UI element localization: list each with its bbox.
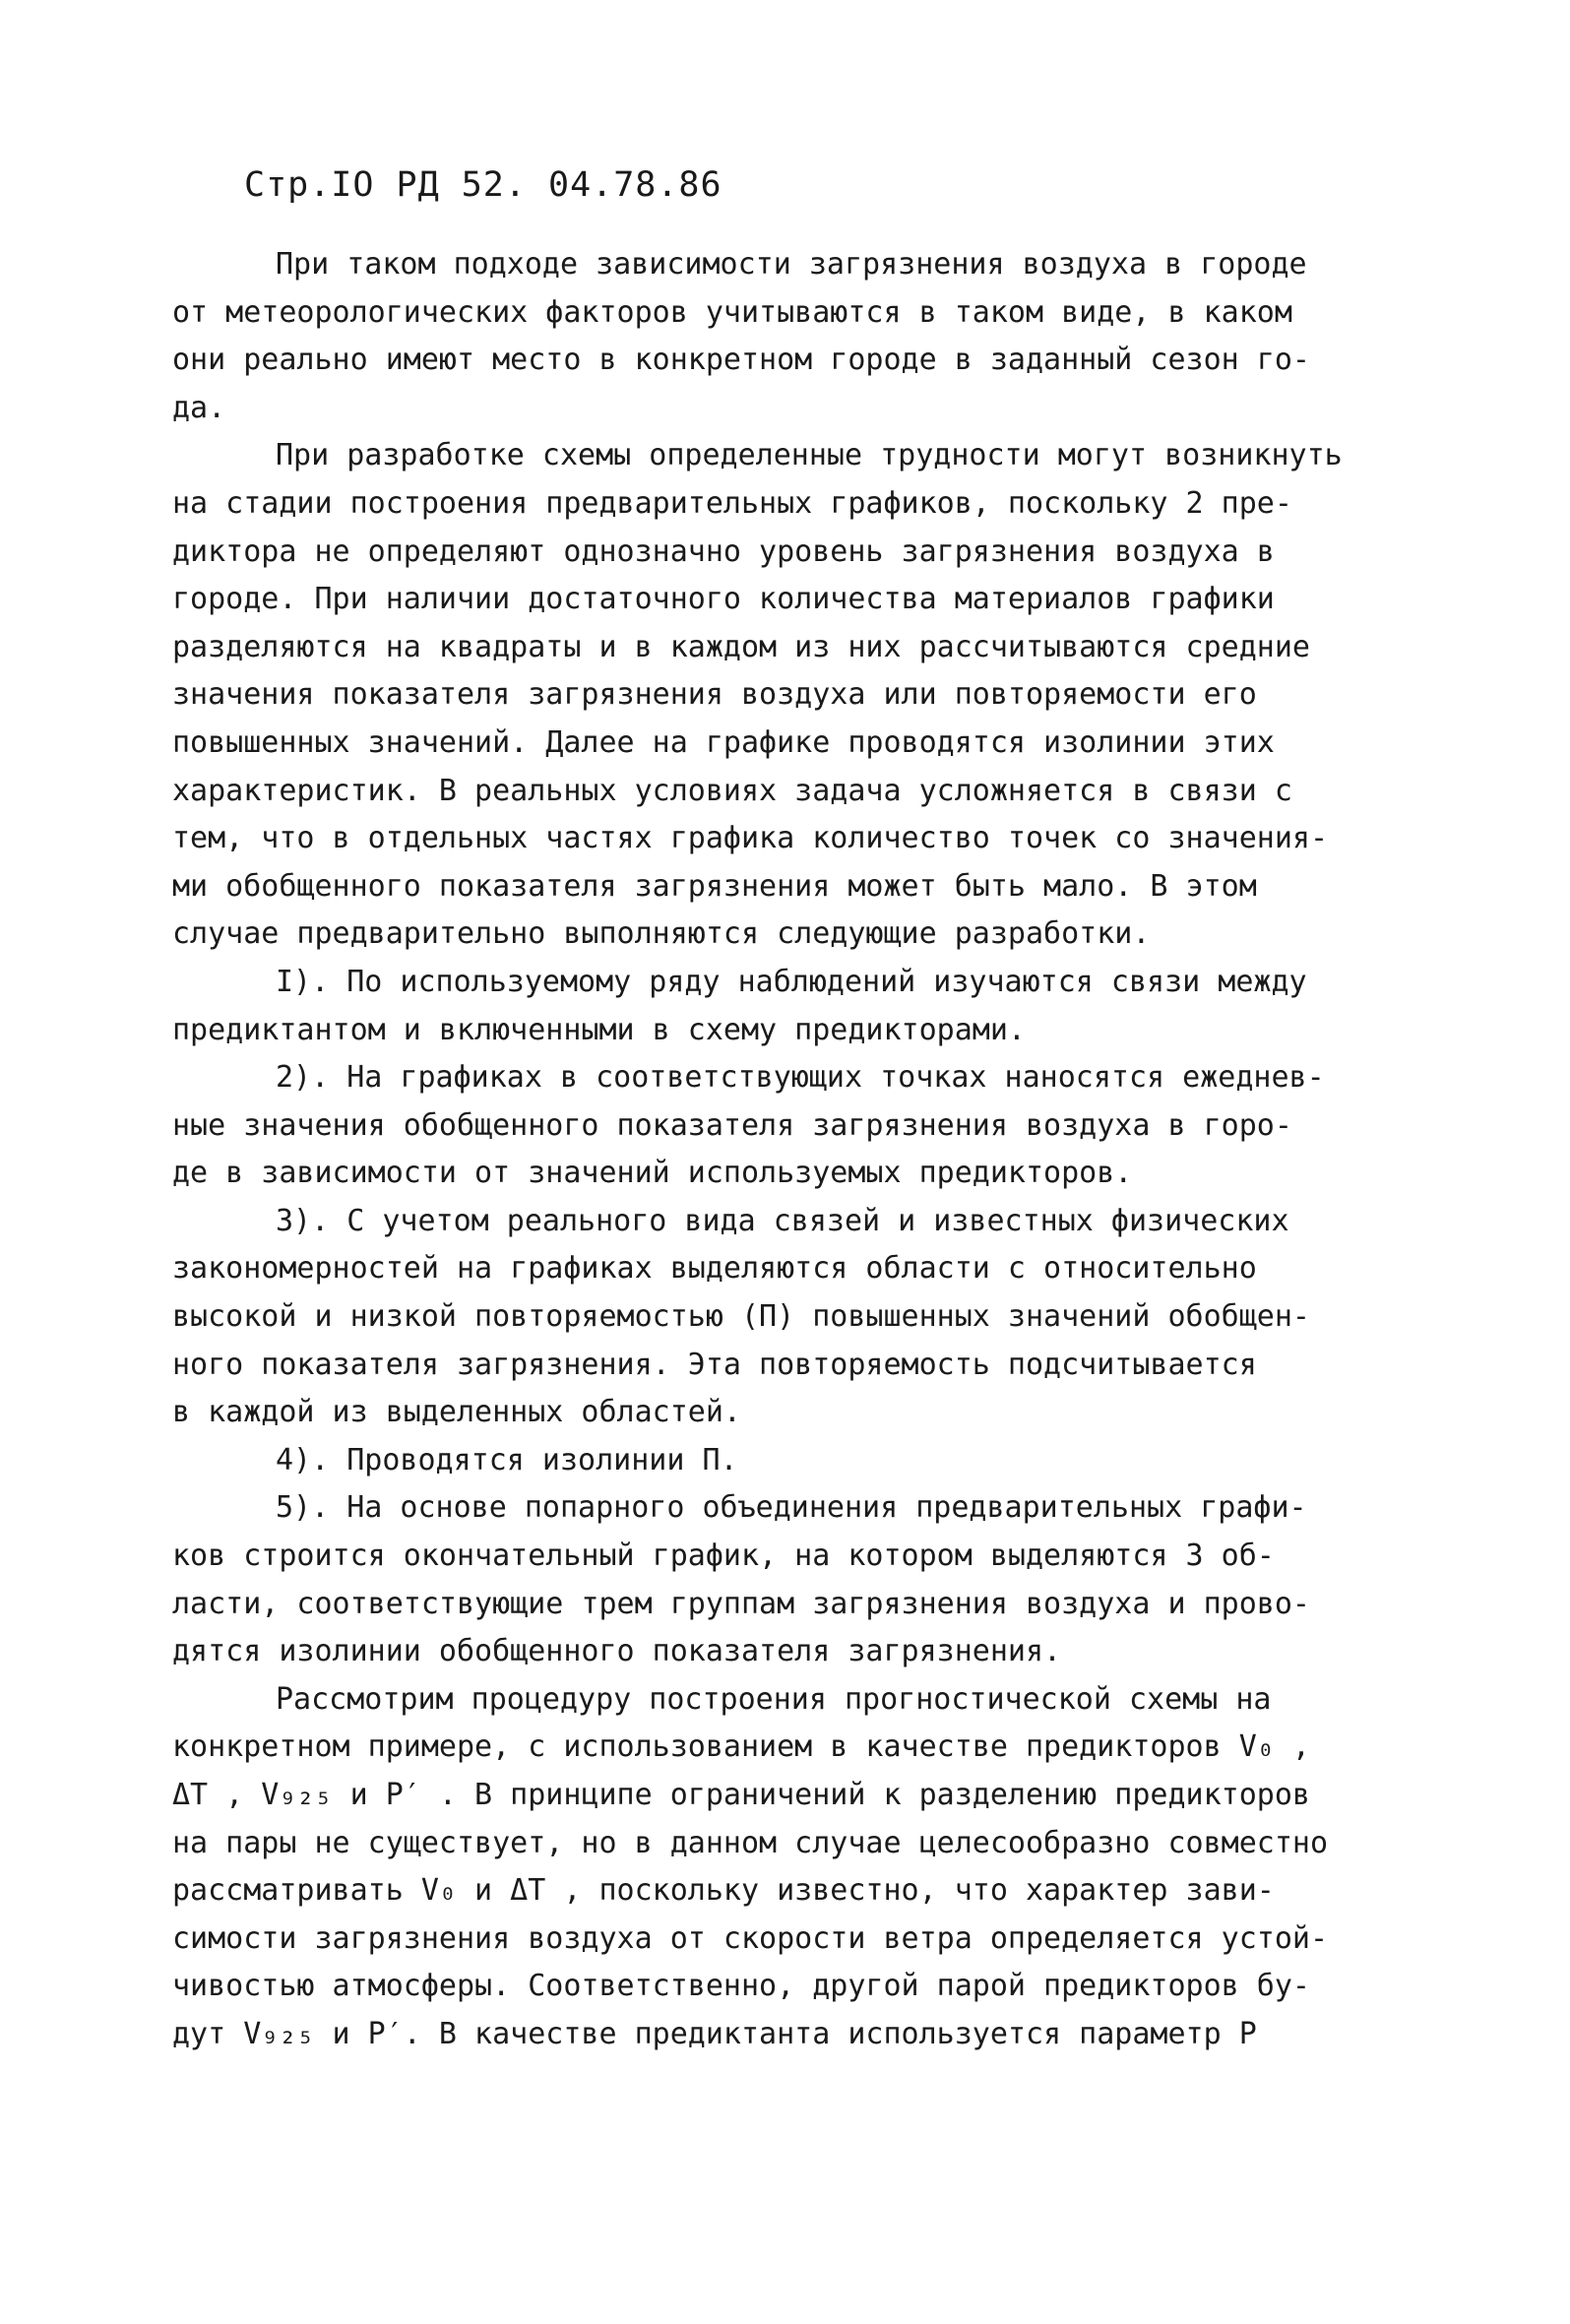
text-line: да. <box>172 390 226 425</box>
text-line: де в зависимости от значений используемых предикторов. <box>172 1156 1133 1191</box>
text-line: рассматривать V₀ и ΔT , поскольку известно, что характер зави- <box>172 1873 1275 1909</box>
text-line: дятся изолинии обобщенного показателя загрязнения. <box>172 1634 1062 1669</box>
text-line: городе. При наличии достаточного количества материалов графики <box>172 582 1275 617</box>
paragraph <box>172 1437 1452 1485</box>
text-line: I). По используемому ряду наблюдений изучаются связи между <box>276 964 1307 999</box>
text-line: симости загрязнения воздуха от скорости ветра определяется устой- <box>172 1920 1328 1956</box>
text-line: 2). На графиках в соответствующих точках наносятся ежеднев- <box>276 1060 1325 1096</box>
paragraph <box>172 959 1452 1054</box>
paragraph <box>172 1676 1452 2059</box>
text-line: ного показателя загрязнения. Эта повторяемость подсчитывается <box>172 1347 1257 1382</box>
text-line: ласти, соответствующие трем группам загрязнения воздуха и прово- <box>172 1586 1310 1621</box>
text-line: При таком подходе зависимости загрязнения воздуха в городе <box>276 247 1307 282</box>
text-line: от метеорологических факторов учитываются в таком виде, в каком <box>172 294 1292 330</box>
text-line: тем, что в отдельных частях графика количество точек со значения- <box>172 821 1328 856</box>
text-line: 5). На основе попарного объединения предварительных графи- <box>276 1490 1307 1526</box>
text-line: конкретном примере, с использованием в качестве предикторов V₀ , <box>172 1729 1310 1765</box>
text-line: дут V₉₂₅ и P′. В качестве предиктанта используется параметр P <box>172 2016 1257 2051</box>
text-line: диктора не определяют однозначно уровень загрязнения воздуха в <box>172 534 1275 569</box>
text-line: на пары не существует, но в данном случае целесообразно совместно <box>172 1825 1328 1860</box>
text-line: ков строится окончательный график, на котором выделяются 3 об- <box>172 1539 1275 1574</box>
text-line: предиктантом и включенными в схему предикторами. <box>172 1012 1026 1047</box>
document-body <box>172 241 1452 2059</box>
paragraph <box>172 1198 1452 1437</box>
text-line: на стадии построения предварительных графиков, поскольку 2 пре- <box>172 485 1292 521</box>
text-line: ные значения обобщенного показателя загрязнения воздуха в горо- <box>172 1107 1292 1143</box>
text-line: закономерностей на графиках выделяются области с относительно <box>172 1251 1257 1287</box>
text-line: повышенных значений. Далее на графике проводятся изолинии этих <box>172 724 1275 760</box>
text-line: ΔT , V₉₂₅ и P′ . В принципе ограничений к разделению предикторов <box>172 1778 1310 1812</box>
text-line: чивостью атмосферы. Соответственно, другой парой предикторов бу- <box>172 1969 1310 2004</box>
text-line: 3). С учетом реального вида связей и известных физических <box>276 1203 1289 1238</box>
text-line: 4). Проводятся изолинии П. <box>276 1442 738 1477</box>
text-line: они реально имеют место в конкретном городе в заданный сезон го- <box>172 343 1310 378</box>
page-header: Стр.IO РД 52. 04.78.86 <box>244 165 722 205</box>
paragraph <box>172 1484 1452 1675</box>
paragraph <box>172 1054 1452 1198</box>
paragraph <box>172 432 1452 959</box>
text-line: высокой и низкой повторяемостью (П) повышенных значений обобщен- <box>172 1299 1310 1335</box>
text-line: Рассмотрим процедуру построения прогностической схемы на <box>276 1681 1272 1717</box>
text-line: разделяются на квадраты и в каждом из них рассчитываются средние <box>172 629 1310 664</box>
paragraph <box>172 241 1452 432</box>
text-line: При разработке схемы определенные трудности могут возникнуть <box>276 438 1343 473</box>
text-line: характеристик. В реальных условиях задача усложняется в связи с <box>172 773 1292 808</box>
text-line: значения показателя загрязнения воздуха или повторяемости его <box>172 677 1257 713</box>
text-line: ми обобщенного показателя загрязнения может быть мало. В этом <box>172 868 1257 904</box>
text-line: случае предварительно выполняются следующие разработки. <box>172 916 1151 952</box>
text-line: в каждой из выделенных областей. <box>172 1395 741 1430</box>
